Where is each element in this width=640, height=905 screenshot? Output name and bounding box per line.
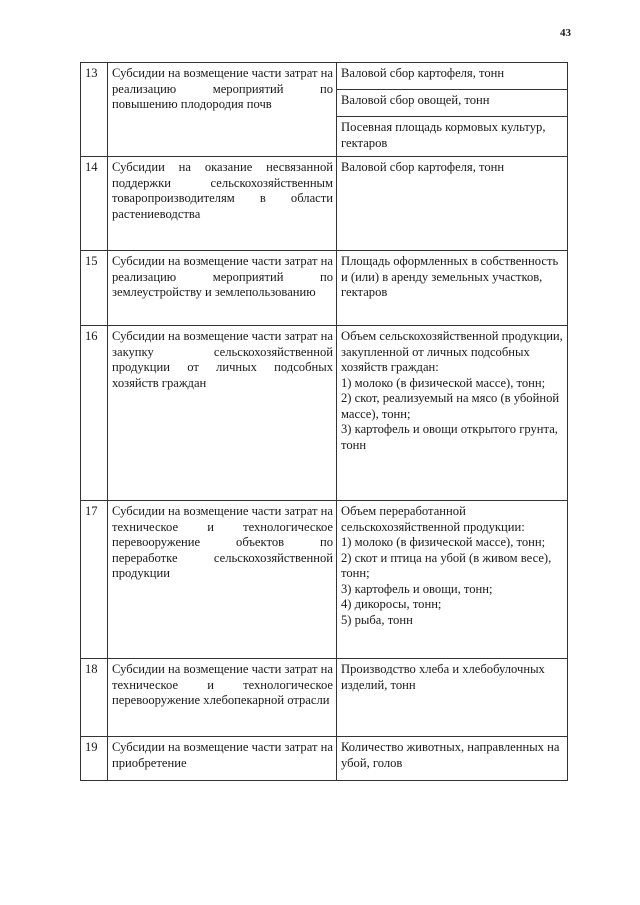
indicator-line: Объем переработанной сельскохозяйственной продукции: <box>341 504 525 534</box>
indicator-line: 1) молоко (в физической массе), тонн; <box>341 375 546 390</box>
row-description: Субсидии на возмещение части затрат на техническое и технологическое перевооружение объектов по переработке сельскохозяйственной продукции <box>108 501 337 659</box>
row-number: 19 <box>81 737 108 781</box>
indicator-line: Объем сельскохозяйственной продукции, закупленной от личных подсобных хозяйств граждан: <box>341 329 563 374</box>
row-indicator <box>337 157 568 251</box>
row-number: 17 <box>81 501 108 659</box>
row-indicator <box>337 659 568 737</box>
indicator-line: Площадь оформленных в собственность и (или) в аренду земельных участков, гектаров <box>341 254 559 299</box>
indicator-line: 5) рыба, тонн <box>341 612 413 627</box>
indicator-line: 2) скот и птица на убой (в живом весе), тонн; <box>341 550 552 580</box>
row-indicator: Валовой сбор картофеля, тонн <box>337 63 568 90</box>
row-description: Субсидии на возмещение части затрат на реализацию мероприятий по повышению плодородия почв <box>108 63 337 157</box>
indicator-line: 1) молоко (в физической массе), тонн; <box>341 535 546 549</box>
row-number: 15 <box>81 251 108 326</box>
indicator-line: Валовой сбор картофеля, тонн <box>341 160 505 174</box>
row-number: 16 <box>81 326 108 501</box>
indicator-line: 3) картофель и овощи открытого грунта, тонн <box>341 422 558 452</box>
row-description: Субсидии на возмещение части затрат на закупку сельскохозяйственной продукции от личных подсобных хозяйств граждан <box>108 326 337 501</box>
row-description: Субсидии на оказание несвязанной поддержки сельскохозяйственным товаропроизводителям в области растениеводства <box>108 157 337 251</box>
subsidies-table <box>80 62 568 781</box>
table-row <box>81 157 568 251</box>
indicator-line: Количество животных, направленных на убой, голов <box>341 740 560 770</box>
table-row <box>81 63 568 90</box>
row-number: 13 <box>81 63 108 157</box>
row-indicator: Валовой сбор овощей, тонн <box>337 90 568 117</box>
row-indicator: Посевная площадь кормовых культур, гектаров <box>337 117 568 157</box>
indicator-line: 3) картофель и овощи, тонн; <box>341 581 493 596</box>
row-description: Субсидии на возмещение части затрат на реализацию мероприятий по землеустройству и землепользованию <box>108 251 337 326</box>
row-description: Субсидии на возмещение части затрат на приобретение <box>108 737 337 781</box>
row-description: Субсидии на возмещение части затрат на техническое и технологическое перевооружение хлебопекарной отрасли <box>108 659 337 737</box>
indicator-line: Производство хлеба и хлебобулочных изделий, тонн <box>341 662 545 692</box>
indicator-line: 2) скот, реализуемый на мясо (в убойной массе), тонн; <box>341 391 560 421</box>
row-indicator <box>337 326 568 501</box>
page-number: 43 <box>560 27 571 39</box>
row-indicator <box>337 251 568 326</box>
row-indicator <box>337 737 568 781</box>
row-number: 18 <box>81 659 108 737</box>
table-row <box>81 659 568 737</box>
table-row <box>81 737 568 781</box>
row-indicator <box>337 501 568 659</box>
table-row <box>81 251 568 326</box>
table-row <box>81 326 568 501</box>
row-number: 14 <box>81 157 108 251</box>
indicator-line: 4) дикоросы, тонн; <box>341 597 442 611</box>
table-row <box>81 501 568 659</box>
